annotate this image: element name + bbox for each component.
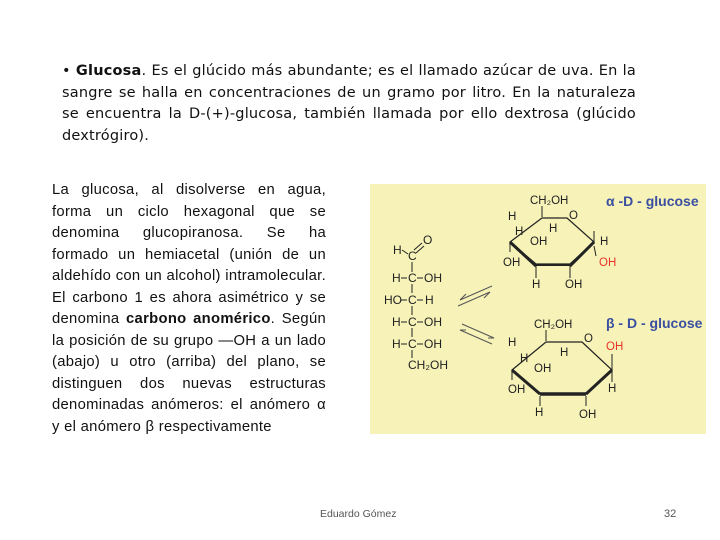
body-text-1: La glucosa, al disolverse en agua, forma un ciclo hexagonal que se denomina glucopiranosa. Se ha formado un hemiacetal (unión de un aldehído con un alcohol) intramolecular. El carbono 1 es ahora asimétrico y se denomina [52,182,326,327]
body-text-2: . Según la posición de su grupo —OH a un lado (abajo) u otro (arriba) del plano, se distinguen dos nuevas estructuras denominadas anómeros: el anómero α y el anómero β respectivamente [52,311,326,435]
open-chain-top-h: H [393,243,402,257]
page-number: 32 [664,508,677,520]
open-chain-c2: C [408,271,417,285]
open-chain-c3: C [408,293,417,307]
body-term: carbono anomérico [126,311,271,327]
body-paragraph [52,180,326,438]
beta-ch2oh: CH₂OH [534,319,573,331]
footer-author: Eduardo Gómez [320,508,397,520]
beta-h-bottom: H [535,407,544,419]
alpha-h-bottom: H [532,279,541,291]
open-chain-c4: C [408,315,417,329]
intro-paragraph [62,61,636,147]
alpha-ring-structure [503,195,616,291]
open-chain-row2-left: HO [384,293,402,307]
beta-h-c4: H [520,353,529,365]
beta-oh-c4: OH [534,363,552,375]
alpha-oh-anomeric: OH [599,257,617,269]
beta-h-c1: H [608,383,617,395]
beta-oh-bottom: OH [579,409,597,421]
open-chain-structure [384,233,448,372]
open-chain-row3-left: H [392,315,401,329]
intro-text: . Es el glúcido más abundante; es el llamado azúcar de uva. En la sangre se halla en concentraciones de un gramo por litro. En la naturaleza se encuentra la D-(+)-glucosa, también llamada por ello dextrosa (glúcido dextrógiro). [62,63,636,144]
alpha-h-c3: H [549,223,558,235]
arrow-to-open-from-beta [460,330,492,344]
open-chain-bottom: CH₂OH [408,358,448,372]
alpha-oh-left: OH [503,257,521,269]
bullet: • [62,63,71,79]
beta-oh-anomeric: OH [606,341,624,353]
beta-h-c3: H [560,347,569,359]
beta-oh-left: OH [508,384,526,396]
alpha-oh-c4: OH [530,236,548,248]
open-chain-row2-right: H [425,293,434,307]
open-chain-top-o: O [423,233,433,247]
alpha-oh-bottom: OH [565,279,583,291]
alpha-o-ring: O [569,210,578,222]
open-chain-row1-right: OH [424,271,442,285]
alpha-h-top-left: H [508,211,517,223]
glucose-diagram [370,184,706,434]
alpha-h-c1: H [600,236,609,248]
beta-o-ring: O [584,333,593,345]
equilibrium-arrows [458,286,494,344]
beta-glucose-label: β - D - glucose [606,315,703,331]
intro-term: Glucosa [75,63,142,79]
open-chain-row3-right: OH [424,315,442,329]
open-chain-c5: C [408,337,417,351]
arrow-to-beta [462,324,494,338]
alpha-ch2oh: CH₂OH [530,195,569,207]
open-chain-row4-left: H [392,337,401,351]
glucose-structure-figure [370,184,706,434]
beta-ring-structure [508,319,623,421]
open-chain-row1-left: H [392,271,401,285]
alpha-h-c4: H [515,226,524,238]
alpha-glucose-label: α -D - glucose [606,193,699,209]
open-chain-row4-right: OH [424,337,442,351]
open-chain-c1: C [408,249,417,263]
beta-h-top-left: H [508,337,517,349]
